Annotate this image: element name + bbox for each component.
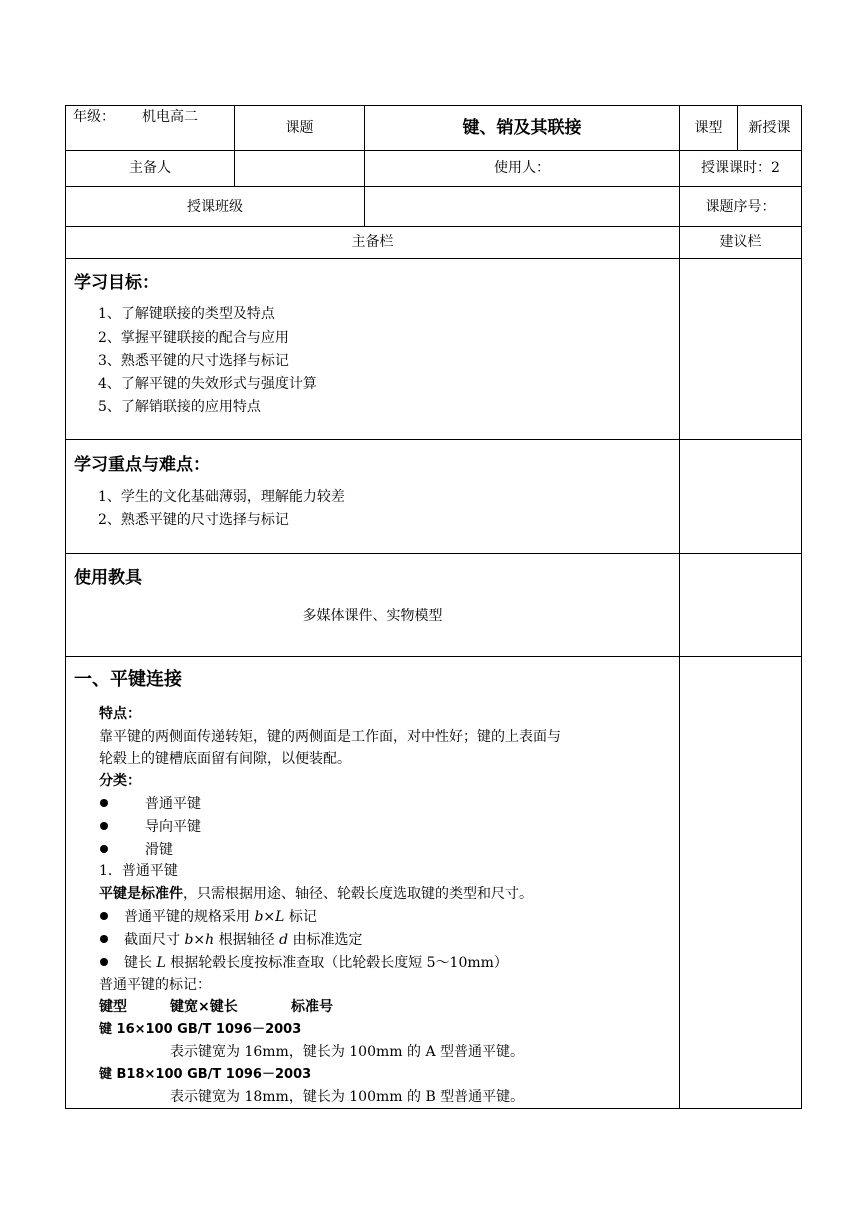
marking-example-desc: 表示键宽为 16mm，键长为 100mm 的 A 型普通平键。 <box>170 1044 524 1060</box>
grade-label: 年级： <box>73 109 115 125</box>
table-divider <box>65 258 802 259</box>
hours-label: 授课课时：2 <box>701 160 780 176</box>
table-divider <box>65 186 802 187</box>
keypoint-item: 2、熟悉平键的尺寸选择与标记 <box>98 512 289 528</box>
bullet-icon <box>100 912 108 920</box>
main-column-header: 主备栏 <box>351 234 394 250</box>
objective-item: 4、了解平键的失效形式与强度计算 <box>98 376 317 392</box>
topic-value: 键、销及其联接 <box>462 118 582 138</box>
bullet-icon <box>100 935 108 943</box>
bullet-icon <box>100 822 108 830</box>
spec-var: L <box>156 955 166 971</box>
standard-note-rest: ，只需根据用途、轴径、轮毂长度选取键的类型和尺寸。 <box>183 886 533 902</box>
standard-note <box>99 885 533 903</box>
classification-item: 滑键 <box>145 842 173 858</box>
marking-label: 普通平键的标记： <box>99 977 211 993</box>
keypoints-title: 学习重点与难点： <box>74 455 210 475</box>
spec-text: 根据轮毂长度按标准查取（比轮毂长度短 5～10mm） <box>165 955 508 971</box>
bullet-icon <box>100 845 108 853</box>
bullet-icon <box>100 799 108 807</box>
class-label: 授课班级 <box>187 199 243 215</box>
subsection-title: 1．普通平键 <box>99 863 178 879</box>
objective-item: 5、了解销联接的应用特点 <box>98 399 261 415</box>
classification-item: 普通平键 <box>145 796 201 812</box>
standard-note-bold: 平键是标准件 <box>99 886 183 902</box>
classification-label: 分类： <box>99 773 141 789</box>
features-label: 特点： <box>99 706 141 722</box>
spec-bullet <box>124 908 317 926</box>
marking-col-type: 键型 <box>99 999 127 1015</box>
marking-example: 键 16×100 GB/T 1096－2003 <box>99 1022 302 1037</box>
suggest-column-header: 建议栏 <box>719 234 762 250</box>
objective-item: 3、熟悉平键的尺寸选择与标记 <box>98 353 289 369</box>
spec-bullet <box>124 954 508 972</box>
classification-item: 导向平键 <box>145 819 201 835</box>
table-divider <box>65 150 802 151</box>
table-border <box>65 1108 802 1109</box>
topic-label: 课题 <box>285 120 314 136</box>
spec-text: 根据轴径 <box>214 932 280 948</box>
spec-text: 由标准选定 <box>288 932 363 948</box>
spec-bullet <box>124 931 363 949</box>
spec-text: 标记 <box>284 909 317 925</box>
table-divider <box>65 656 802 657</box>
user-label: 使用人： <box>494 160 550 176</box>
spec-text: 键长 <box>124 955 157 971</box>
table-divider <box>65 226 802 227</box>
table-divider <box>679 105 680 1109</box>
table-divider <box>65 439 802 440</box>
type-value: 新授课 <box>748 120 791 136</box>
type-label: 课型 <box>694 120 723 136</box>
spec-var: b×L <box>254 909 285 925</box>
table-divider <box>234 105 235 186</box>
spec-var: b×h <box>184 932 215 948</box>
spec-text: 截面尺寸 <box>124 932 185 948</box>
table-divider <box>65 553 802 554</box>
sequence-label: 课题序号： <box>705 199 776 215</box>
features-text: 靠平键的两侧面传递转矩，键的两侧面是工作面，对中性好；键的上表面与 <box>99 729 561 745</box>
bullet-icon <box>100 958 108 966</box>
grade-value: 机电高二 <box>142 109 198 125</box>
objective-item: 2、掌握平键联接的配合与应用 <box>98 330 289 346</box>
section-title: 一、平键连接 <box>74 669 182 690</box>
tools-text: 多媒体课件、实物模型 <box>302 608 443 624</box>
marking-col-size: 键宽×键长 <box>170 999 238 1015</box>
features-text: 轮毂上的键槽底面留有间隙，以便装配。 <box>99 751 351 767</box>
objectives-title: 学习目标： <box>74 273 159 293</box>
spec-var: d <box>279 932 289 948</box>
preparer-label: 主备人 <box>129 160 171 176</box>
keypoint-item: 1、学生的文化基础薄弱，理解能力较差 <box>98 489 345 505</box>
marking-col-std: 标准号 <box>291 999 333 1015</box>
objective-item: 1、了解键联接的类型及特点 <box>98 306 275 322</box>
marking-example-desc: 表示键宽为 18mm，键长为 100mm 的 B 型普通平键。 <box>170 1089 525 1105</box>
marking-example: 键 B18×100 GB/T 1096－2003 <box>99 1067 312 1082</box>
table-border <box>801 105 802 1109</box>
spec-text: 普通平键的规格采用 <box>124 909 255 925</box>
table-border <box>65 105 802 106</box>
tools-title: 使用教具 <box>74 568 142 588</box>
